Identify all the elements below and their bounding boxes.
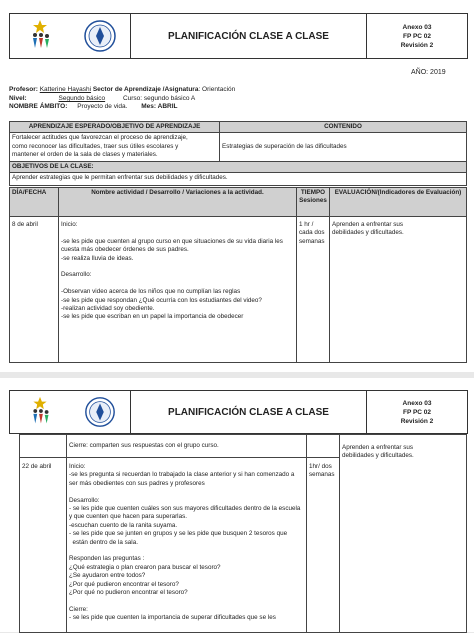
row3-actividad <box>67 458 307 633</box>
aprendizaje-line: mantener el orden de la sala de clases y materiales. <box>12 151 158 159</box>
nivel-label: Nivel: <box>9 95 27 102</box>
row1-line: -se les pide que cuenten al grupo curso en que situaciones de su vida diaria les <box>61 237 283 245</box>
row3-line: ¿Por qué no pudieron encontrar el tesoro? <box>69 589 188 597</box>
code-label: FP PC 02 <box>402 32 432 40</box>
code-label: FP PC 02 <box>402 408 432 416</box>
year-label: AÑO: 2019 <box>411 69 446 76</box>
clase-text: Aprender estrategias que le permitan enfrentar sus debilidades y dificultades. <box>10 173 467 186</box>
mes-label: Mes: ABRIL <box>141 103 178 110</box>
activities-table-page-2 <box>19 434 467 633</box>
row3-line: ¿Por qué pudieron encontrar el tesoro? <box>69 580 179 588</box>
aprendizaje-cell <box>10 133 220 161</box>
nivel-value: Segundo básico <box>58 95 106 102</box>
row3-line: Desarrollo: <box>69 496 100 504</box>
row3-fecha: 22 de abril <box>20 458 67 633</box>
school-logo-right <box>82 18 118 54</box>
row1-tiempo <box>297 217 330 363</box>
profesor-value: Katterine Hayashi <box>39 86 92 93</box>
contenido-header: CONTENIDO <box>220 122 467 133</box>
row1-line <box>61 263 294 271</box>
row1-line <box>61 280 294 288</box>
row3-line: ser más obedientes con sus padres y profesores <box>69 479 205 487</box>
row1-fecha: 8 de abril <box>10 217 59 363</box>
row3-line: - se les pide que cuenten la importancia de superar dificultades que se les <box>69 614 276 622</box>
row3-line <box>69 597 304 605</box>
ambito-label: NOMBRE ÁMBITO: <box>9 103 68 110</box>
row1-line: Inicio: <box>61 221 78 228</box>
row2-tiempo <box>307 435 340 458</box>
row3-tiempo <box>307 458 340 633</box>
col-fecha-header: DÍA/FECHA <box>10 188 59 217</box>
row2-cierre: Cierre: comparten sus respuestas con el grupo curso. <box>67 435 307 458</box>
sector-label: Sector de Aprendizaje /Asignatura <box>92 86 199 93</box>
ambito-value: Proyecto de vida. <box>77 103 128 110</box>
row1-line: -Observan video acerca de los niños que no cumplían las reglas <box>61 288 241 296</box>
row3-tiempo-line: 1hr/ dos <box>309 463 332 470</box>
sector-value: : Orientación <box>198 86 236 93</box>
activities-table-page-1 <box>9 187 467 363</box>
anexo-label: Anexo 03 <box>402 23 432 31</box>
revision-label: Revisión 2 <box>400 417 434 425</box>
row3-line: -se les pregunta si recuerdan lo trabajado la clase anterior y si han comenzado a <box>69 471 295 479</box>
row3-line: - se les pide que cuenten cuáles son sus mayores dificultades dentro de la escuela <box>69 505 301 513</box>
row1-eval-line: Aprenden a enfrentar sus <box>332 221 404 228</box>
aprendizaje-line: Fortalecer actitudes que favorezcan el proceso de aprendizaje, <box>12 134 188 142</box>
row3-line <box>69 547 304 555</box>
page-header <box>9 13 468 59</box>
row2-evaluacion <box>340 435 467 633</box>
anexo-label: Anexo 03 <box>402 399 432 407</box>
aprendizaje-line: como reconocer las dificultades, traer sus útiles escolares y <box>12 142 179 150</box>
row1-line <box>61 229 294 237</box>
row1-line: -se realiza lluvia de ideas. <box>61 254 134 262</box>
row1-line: cuesta más obedecer órdenes de sus padres. <box>61 246 189 254</box>
contenido-cell: Estrategias de superación de las dificultades <box>220 133 467 161</box>
col-actividad-header: Nombre actividad / Desarrollo / Variaciones a la actividad. <box>59 188 297 217</box>
row3-line: Cierre: <box>69 605 88 613</box>
row1-eval-line: debilidades y dificultades. <box>332 229 404 237</box>
row3-line: - se les pide que se junten en grupos y se les pide que busquen 2 tesoros que <box>69 530 288 538</box>
row1-line: -se les pide que respondan ¿Qué ocurría con los estudiantes del video? <box>61 296 262 304</box>
profesor-label: Profesor: <box>9 86 38 93</box>
row3-line: y que cuenten que hacen para superarlas. <box>69 513 187 521</box>
col-tiempo-header: TIEMPO Sesiones <box>297 188 330 217</box>
clase-header: OBJETIVOS DE LA CLASE: <box>10 161 467 172</box>
row2-fecha <box>20 435 67 458</box>
row3-line: ¿Se ayudaron entre todos? <box>69 572 146 580</box>
row1-actividad <box>59 217 297 363</box>
row1-line: -realizan actividad soy obediente. <box>61 305 155 313</box>
row2-eval-line: Aprenden a enfrentar sus <box>342 444 414 451</box>
row1-tiempo-line: cada dos <box>299 229 325 237</box>
row1-line: -se les pide que escriban en un papel la importancia de obedecer <box>61 313 244 321</box>
aprendizaje-header: APRENDIZAJE ESPERADO/OBJETIVO DE APRENDIZAJE <box>10 122 220 133</box>
row1-line: Desarrollo: <box>61 271 92 279</box>
document-title: PLANIFICACIÓN CLASE A CLASE <box>131 391 367 433</box>
curso-label: Curso: segundo básico A <box>122 95 196 102</box>
row3-line: están dentro de la sala. <box>69 538 138 546</box>
row1-tiempo-line: 1 hr / <box>299 221 314 228</box>
ambito-line <box>9 103 177 112</box>
row2-eval-line: debilidades y dificultades. <box>342 452 414 460</box>
col-evaluacion-header: EVALUACIÓN/(Indicadores de Evaluación) <box>330 188 467 217</box>
row3-line: -escuchan cuento de la ranita suyama. <box>69 521 178 529</box>
row1-tiempo-line: semanas <box>299 237 325 245</box>
document-meta <box>367 14 467 58</box>
school-logo-left <box>22 18 58 54</box>
page-header <box>9 390 468 434</box>
profesor-line <box>9 86 235 95</box>
document-title: PLANIFICACIÓN CLASE A CLASE <box>131 14 367 58</box>
header-logos <box>10 14 131 58</box>
document-meta <box>367 391 467 433</box>
school-logo-left <box>23 395 57 429</box>
row3-line <box>69 488 304 496</box>
row3-line: Inicio: <box>69 463 86 470</box>
row3-line: Responden las preguntas : <box>69 555 145 563</box>
revision-label: Revisión 2 <box>400 41 434 49</box>
school-logo-right <box>83 395 117 429</box>
row3-line: ¿Qué estrategia o plan crearon para buscar el tesoro? <box>69 563 221 571</box>
row3-tiempo-line: semanas <box>309 471 335 479</box>
objectives-table <box>9 121 467 186</box>
row1-evaluacion <box>330 217 467 363</box>
header-logos <box>10 391 131 433</box>
document-page-2 <box>0 378 474 632</box>
